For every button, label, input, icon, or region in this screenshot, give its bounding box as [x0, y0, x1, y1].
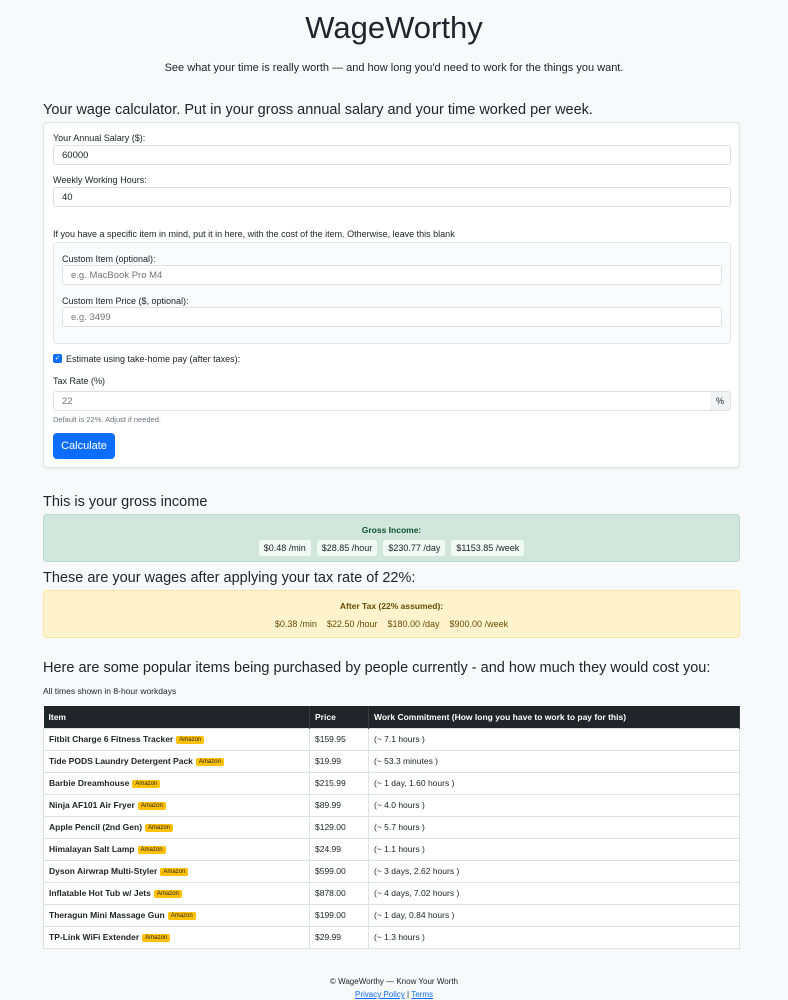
after-tax-rate-day: $180.00 /day	[387, 619, 440, 629]
after-tax-rate-week: $900.00 /week	[449, 619, 509, 629]
amazon-badge[interactable]: Amazon	[138, 802, 166, 810]
footer-separator: |	[407, 990, 410, 999]
percent-suffix: %	[710, 391, 731, 411]
item-cell	[44, 794, 310, 816]
popular-items-table	[43, 706, 740, 949]
salary-input[interactable]	[53, 145, 731, 165]
gross-heading: This is your gross income	[43, 494, 208, 510]
gross-rate-hour: $28.85 /hour	[317, 540, 378, 556]
item-cell	[44, 926, 310, 948]
item-cell	[44, 816, 310, 838]
item-name: Tide PODS Laundry Detergent Pack	[49, 756, 193, 766]
workday-note: All times shown in 8-hour workdays	[43, 686, 177, 696]
price-cell: $159.95	[310, 728, 369, 750]
item-cell	[44, 750, 310, 772]
terms-link[interactable]: Terms	[411, 990, 433, 999]
gross-rate-week: $1153.85 /week	[451, 540, 524, 556]
price-cell: $215.99	[310, 772, 369, 794]
item-cell	[44, 838, 310, 860]
takehome-label: Estimate using take-home pay (after taxes):	[66, 354, 241, 364]
column-header-item: Item	[44, 706, 310, 728]
tax-rate-label: Tax Rate (%)	[53, 376, 106, 386]
price-cell: $599.00	[310, 860, 369, 882]
item-cell	[44, 882, 310, 904]
item-name: Inflatable Hot Tub w/ Jets	[49, 888, 151, 898]
item-name: Apple Pencil (2nd Gen)	[49, 822, 143, 832]
app-title: WageWorthy	[305, 10, 483, 45]
item-name: Fitbit Charge 6 Fitness Tracker	[49, 734, 174, 744]
calculator-heading: Your wage calculator. Put in your gross annual salary and your time worked per week.	[43, 102, 593, 118]
privacy-policy-link[interactable]: Privacy Policy	[355, 990, 405, 999]
work-commitment-cell: (~ 1 day, 0.84 hours )	[369, 904, 740, 926]
work-commitment-cell: (~ 53.3 minutes )	[369, 750, 740, 772]
gross-income-alert	[43, 514, 740, 562]
tax-rate-input[interactable]	[53, 391, 711, 411]
item-cell	[44, 772, 310, 794]
item-cell	[44, 860, 310, 882]
work-commitment-cell: (~ 1.3 hours )	[369, 926, 740, 948]
footer-copyright: © WageWorthy — Know Your Worth	[329, 977, 459, 986]
gross-income-title: Gross Income:	[361, 525, 422, 535]
item-name: Himalayan Salt Lamp	[49, 844, 135, 854]
price-cell: $24.99	[310, 838, 369, 860]
table-row	[44, 816, 740, 838]
item-cell	[44, 728, 310, 750]
work-commitment-cell: (~ 7.1 hours )	[369, 728, 740, 750]
gross-rate-day: $230.77 /day	[383, 540, 445, 556]
table-row	[44, 728, 740, 750]
column-header-work-commitment: Work Commitment (How long you have to work to pay for this)	[369, 706, 740, 728]
work-commitment-cell: (~ 4.0 hours )	[369, 794, 740, 816]
after-tax-rate-min: $0.38 /min	[274, 619, 317, 629]
work-commitment-cell: (~ 4 days, 7.02 hours )	[369, 882, 740, 904]
gross-rates	[44, 540, 739, 556]
custom-item-input[interactable]	[62, 265, 722, 285]
price-cell: $199.00	[310, 904, 369, 926]
table-row	[44, 904, 740, 926]
custom-price-input[interactable]	[62, 307, 722, 327]
custom-item-panel	[53, 242, 731, 344]
gross-rate-min: $0.48 /min	[259, 540, 311, 556]
amazon-badge[interactable]: Amazon	[176, 736, 204, 744]
item-name: Ninja AF101 Air Fryer	[49, 800, 135, 810]
item-name: TP-Link WiFi Extender	[49, 932, 140, 942]
work-commitment-cell: (~ 5.7 hours )	[369, 816, 740, 838]
amazon-badge[interactable]: Amazon	[138, 846, 166, 854]
salary-label: Your Annual Salary ($):	[53, 133, 146, 143]
after-tax-title: After Tax (22% assumed):	[339, 601, 444, 611]
price-cell: $29.99	[310, 926, 369, 948]
amazon-badge[interactable]: Amazon	[145, 824, 173, 832]
price-cell: $19.99	[310, 750, 369, 772]
table-row	[44, 860, 740, 882]
amazon-badge[interactable]: Amazon	[160, 868, 188, 876]
table-row	[44, 750, 740, 772]
tagline: See what your time is really worth — and how long you'd need to work for the things you want.	[164, 62, 624, 74]
amazon-badge[interactable]: Amazon	[168, 912, 196, 920]
work-commitment-cell: (~ 3 days, 2.62 hours )	[369, 860, 740, 882]
after-tax-rate-hour: $22.50 /hour	[326, 619, 378, 629]
hours-label: Weekly Working Hours:	[53, 175, 147, 185]
takehome-checkbox[interactable]: ✓	[54, 355, 61, 362]
item-name: Theragun Mini Massage Gun	[49, 910, 165, 920]
table-row	[44, 882, 740, 904]
price-cell: $878.00	[310, 882, 369, 904]
custom-item-intro: If you have a specific item in mind, put it in here, with the cost of the item. Otherwise, leave this blank	[53, 229, 455, 239]
price-cell: $89.99	[310, 794, 369, 816]
calculator-card	[43, 122, 740, 468]
after-tax-heading: These are your wages after applying your tax rate of 22%:	[43, 570, 416, 586]
custom-price-label: Custom Item Price ($, optional):	[62, 296, 189, 306]
item-name: Dyson Airwrap Multi-Styler	[49, 866, 158, 876]
popular-heading: Here are some popular items being purchased by people currently - and how much they would cost you:	[43, 660, 711, 676]
custom-item-label: Custom Item (optional):	[62, 254, 156, 264]
amazon-badge[interactable]: Amazon	[132, 780, 160, 788]
hours-input[interactable]	[53, 187, 731, 207]
item-name: Barbie Dreamhouse	[49, 778, 130, 788]
amazon-badge[interactable]: Amazon	[142, 934, 170, 942]
footer-links	[0, 990, 788, 999]
tax-rate-help: Default is 22%. Adjust if needed.	[53, 415, 161, 424]
calculate-button[interactable]: Calculate	[53, 433, 115, 459]
after-tax-alert	[43, 590, 740, 638]
item-cell	[44, 904, 310, 926]
work-commitment-cell: (~ 1 day, 1.60 hours )	[369, 772, 740, 794]
amazon-badge[interactable]: Amazon	[154, 890, 182, 898]
work-commitment-cell: (~ 1.1 hours )	[369, 838, 740, 860]
table-row	[44, 838, 740, 860]
column-header-price: Price	[310, 706, 369, 728]
table-row	[44, 772, 740, 794]
table-row	[44, 926, 740, 948]
after-tax-rates	[44, 616, 739, 632]
price-cell: $129.00	[310, 816, 369, 838]
table-header-row	[44, 706, 740, 728]
amazon-badge[interactable]: Amazon	[196, 758, 224, 766]
table-row	[44, 794, 740, 816]
